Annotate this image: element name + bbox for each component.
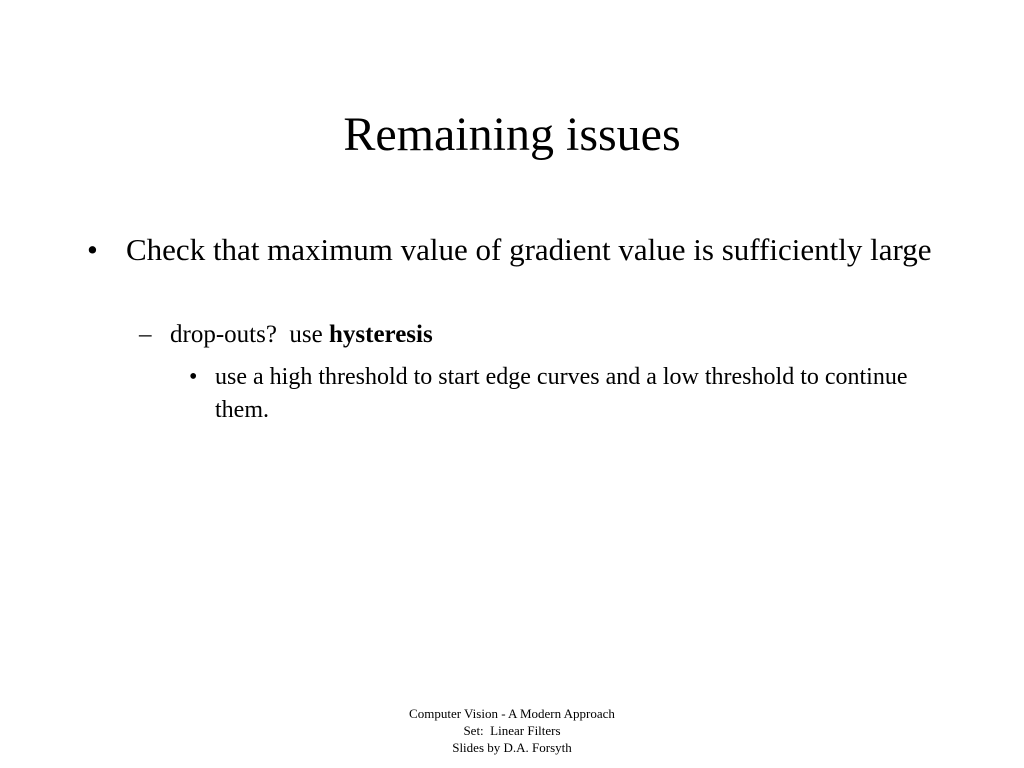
footer-line-course: Computer Vision - A Modern Approach — [409, 706, 615, 721]
bullet-text: Check that maximum value of gradient value is sufficiently large — [126, 232, 932, 267]
footer-line-author: Slides by D.A. Forsyth — [452, 740, 572, 755]
sub-bullet-text-bold: hysteresis — [329, 321, 433, 348]
sub-bullet-text — [170, 319, 939, 351]
slide-footer — [312, 705, 712, 756]
sub-sub-bullet-text: use a high threshold to start edge curves and a low threshold to continue them. — [215, 364, 908, 423]
slide-title: Remaining issues — [343, 108, 681, 161]
bullet-marker-small-icon: • — [189, 364, 198, 390]
dash-marker-icon: – — [139, 321, 152, 348]
bullet-marker-icon: • — [87, 232, 98, 267]
bullet-level-1 — [87, 229, 957, 270]
bullet-level-3 — [189, 361, 949, 427]
sub-bullet-text-plain: drop-outs? use — [170, 321, 329, 348]
footer-line-set: Set: Linear Filters — [463, 723, 561, 738]
bullet-level-2 — [139, 319, 939, 351]
